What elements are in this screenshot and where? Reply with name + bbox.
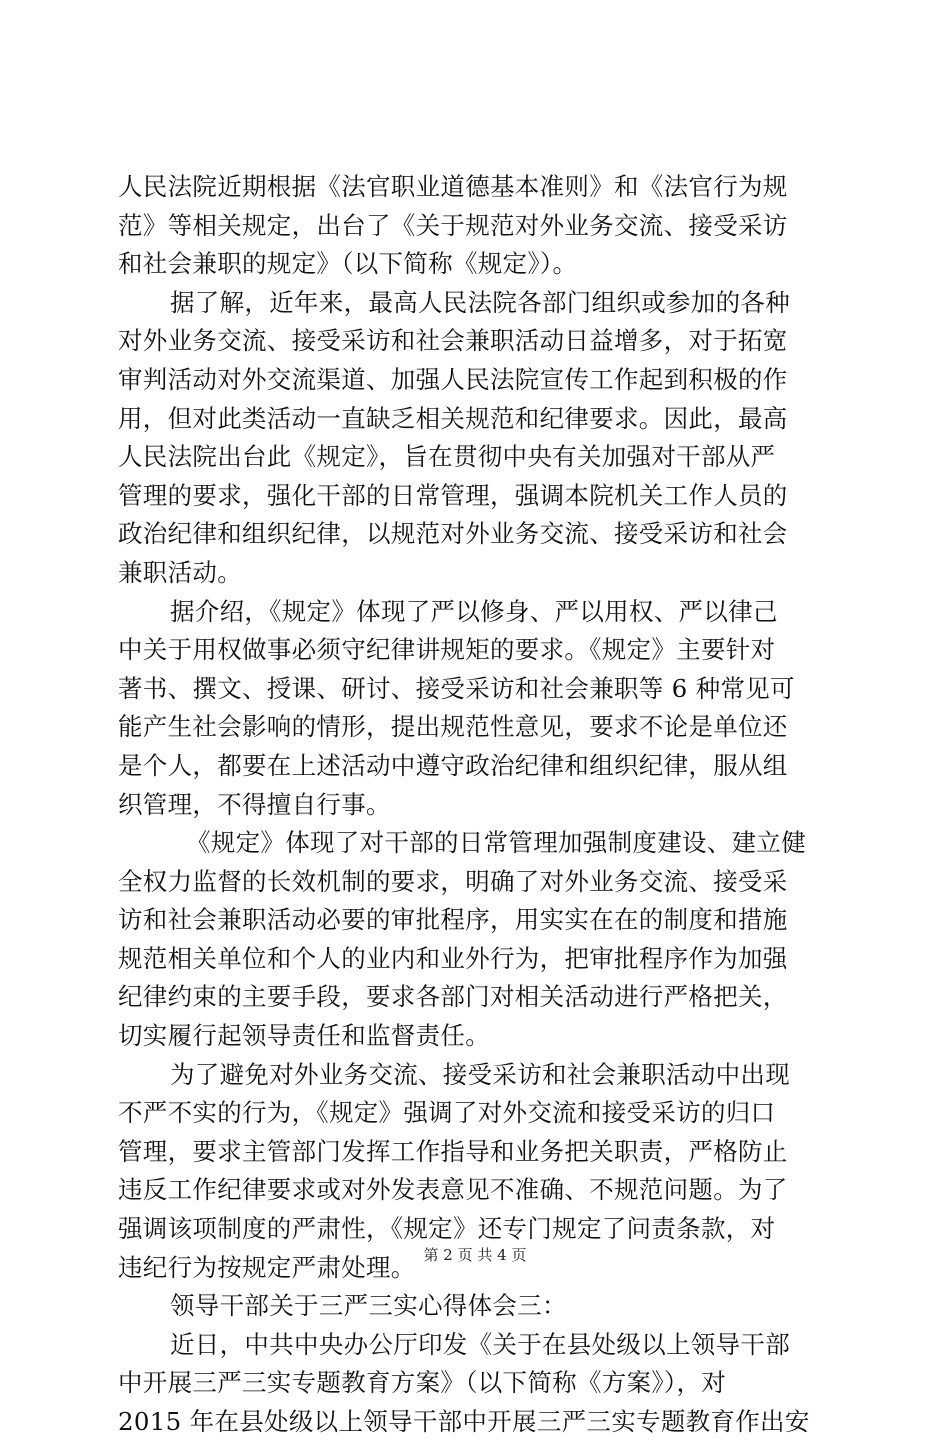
text-line: 管理，要求主管部门发挥工作指导和业务把关职责，严格防止 [118, 1136, 788, 1166]
text-line: 不严不实的行为，《规定》强调了对外交流和接受采访的归口 [118, 1098, 776, 1128]
text-line: 切实履行起领导责任和监督责任。 [118, 1021, 490, 1051]
text-line: 和社会兼职的规定》（以下简称《规定》）。 [118, 249, 578, 279]
text-line: 纪律约束的主要手段，要求各部门对相关活动进行严格把关， [118, 982, 788, 1012]
text-line: 强调该项制度的严肃性，《规定》还专门规定了问责条款，对 [118, 1214, 776, 1244]
text-line: 2015 年在县处级以上领导干部中开展三严三实专题教育作出安 [118, 1407, 810, 1436]
text-line: 用，但对此类活动一直缺乏相关规范和纪律要求。因此，最高 [118, 403, 788, 433]
text-line: 范》等相关规定，出台了《关于规范对外业务交流、接受采访 [118, 210, 788, 240]
text-line: 能产生社会影响的情形，提出规范性意见，要求不论是单位还 [118, 712, 788, 742]
text-line: 访和社会兼职活动必要的审批程序，用实实在在的制度和措施 [118, 905, 788, 935]
text-line: 是个人，都要在上述活动中遵守政治纪律和组织纪律，服从组 [118, 750, 788, 780]
text-line: 中开展三严三实专题教育方案》（以下简称《方案》），对 [118, 1368, 727, 1398]
text-line: 审判活动对外交流渠道、加强人民法院宣传工作起到积极的作 [118, 364, 788, 394]
text-line: 人民法院近期根据《法官职业道德基本准则》和《法官行为规 [118, 172, 788, 201]
text-line: 违反工作纪律要求或对外发表意见不准确、不规范问题。为了 [118, 1175, 788, 1205]
paragraph-start-line: 近日，中共中央办公厅印发《关于在县处级以上领导干部 [170, 1329, 790, 1359]
text-line: 政治纪律和组织纪律，以规范对外业务交流、接受采访和社会 [118, 519, 788, 549]
section-heading-line: 领导干部关于三严三实心得体会三： [170, 1291, 567, 1321]
paragraph-start-line: 据介绍，《规定》体现了严以修身、严以用权、严以律己 [170, 596, 778, 626]
paragraph-start-line: 《规定》体现了对干部的日常管理加强制度建设、建立健 [186, 828, 806, 858]
text-line: 织管理，不得擅自行事。 [118, 789, 391, 819]
text-line: 规范相关单位和个人的业内和业外行为，把审批程序作为加强 [118, 943, 788, 973]
text-line: 兼职活动。 [118, 557, 242, 587]
text-line: 管理的要求，强化干部的日常管理，强调本院机关工作人员的 [118, 480, 788, 510]
paragraph-start-line: 为了避免对外业务交流、接受采访和社会兼职活动中出现 [170, 1059, 790, 1089]
paragraph-start-line: 据了解，近年来，最高人民法院各部门组织或参加的各种 [170, 287, 790, 317]
text-line: 人民法院出台此《规定》，旨在贯彻中央有关加强对干部从严 [118, 442, 776, 472]
text-line: 著书、撰文、授课、研讨、接受采访和社会兼职等 6 种常见可 [118, 673, 795, 703]
text-line: 违纪行为按规定严肃处理。 [118, 1252, 416, 1282]
page-footer: 第 2 页 共 4 页 [423, 1246, 527, 1264]
text-line: 对外业务交流、接受采访和社会兼职活动日益增多，对于拓宽 [118, 326, 788, 356]
text-line: 全权力监督的长效机制的要求，明确了对外业务交流、接受采 [118, 866, 788, 896]
text-line: 中关于用权做事必须守纪律讲规矩的要求。《规定》主要针对 [118, 635, 776, 665]
